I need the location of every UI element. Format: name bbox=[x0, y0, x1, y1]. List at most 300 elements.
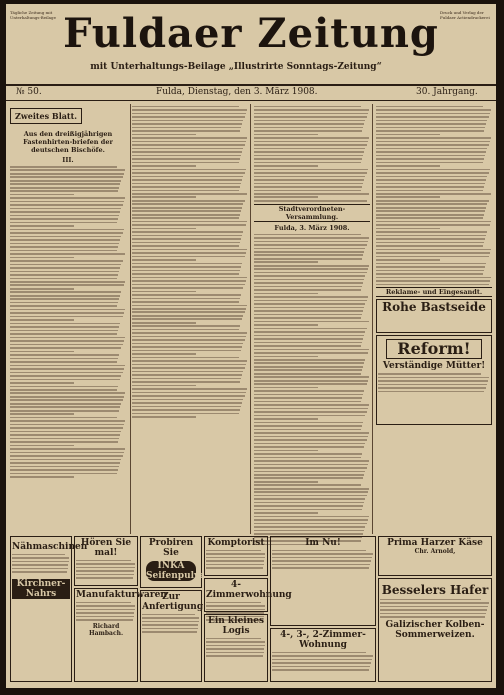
text-line bbox=[132, 169, 246, 171]
ad-bastseide: Rohe Bastseide bbox=[376, 299, 492, 333]
text-line bbox=[254, 261, 318, 263]
text-line bbox=[254, 404, 369, 406]
text-line bbox=[10, 309, 125, 311]
text-line bbox=[10, 351, 74, 353]
advertisements bbox=[10, 536, 492, 684]
text-line bbox=[10, 392, 125, 394]
text-line bbox=[76, 602, 131, 604]
text-line bbox=[12, 561, 69, 563]
text-line bbox=[376, 210, 485, 212]
text-line bbox=[376, 162, 483, 164]
article-body bbox=[376, 106, 492, 285]
text-line bbox=[376, 249, 491, 251]
text-line bbox=[206, 550, 261, 552]
text-line bbox=[272, 553, 373, 555]
text-line bbox=[142, 628, 198, 630]
article-body bbox=[132, 106, 248, 418]
text-line bbox=[10, 323, 120, 325]
text-line bbox=[272, 560, 371, 562]
text-line bbox=[10, 424, 124, 426]
text-line bbox=[10, 358, 118, 360]
ad-harzer-kaese: Prima Harzer Käse Chr. Arnold, bbox=[378, 536, 492, 576]
text-line bbox=[376, 183, 485, 185]
text-line bbox=[132, 144, 245, 146]
text-line bbox=[10, 459, 121, 461]
ad-body bbox=[378, 373, 490, 392]
text-line bbox=[132, 183, 241, 185]
column-1 bbox=[10, 104, 126, 534]
text-line bbox=[10, 368, 124, 370]
text-line bbox=[254, 373, 361, 375]
text-line bbox=[376, 127, 485, 129]
ad-wohnung: 4-Zimmerwohnung bbox=[204, 578, 268, 612]
text-line bbox=[376, 134, 440, 136]
text-line bbox=[380, 602, 489, 604]
text-line bbox=[254, 310, 363, 312]
text-line bbox=[132, 162, 239, 164]
text-line bbox=[254, 162, 361, 164]
text-line bbox=[10, 218, 118, 220]
text-line bbox=[12, 557, 69, 559]
text-line bbox=[380, 616, 485, 618]
issue-number: № 50. bbox=[16, 87, 42, 97]
text-line bbox=[10, 239, 120, 241]
text-line bbox=[376, 284, 489, 286]
text-line bbox=[132, 353, 196, 355]
text-line bbox=[272, 652, 366, 654]
article-roman: III. bbox=[62, 156, 74, 164]
text-line bbox=[76, 570, 134, 572]
text-line bbox=[376, 217, 483, 219]
text-line bbox=[206, 553, 265, 555]
text-line bbox=[10, 431, 121, 433]
text-line bbox=[132, 409, 240, 411]
text-line bbox=[376, 221, 491, 223]
text-line bbox=[132, 106, 239, 108]
text-line bbox=[254, 241, 368, 243]
text-line bbox=[254, 303, 365, 305]
ad-inka: Probiren Sie INKA Seifenpulver bbox=[140, 536, 202, 588]
text-line bbox=[254, 193, 369, 195]
text-line bbox=[132, 270, 240, 272]
text-line bbox=[206, 605, 265, 607]
text-line bbox=[132, 137, 247, 139]
text-line bbox=[10, 243, 119, 245]
ad-hafer: Besselers Hafer Galizischer Kolben-Sommerweizen. bbox=[378, 578, 492, 682]
text-line bbox=[254, 453, 362, 455]
text-line bbox=[376, 200, 489, 202]
text-line bbox=[254, 335, 364, 337]
text-line bbox=[10, 316, 123, 318]
text-line bbox=[132, 179, 242, 181]
text-line bbox=[132, 263, 242, 265]
text-line bbox=[376, 231, 487, 233]
text-line bbox=[254, 265, 369, 267]
text-line bbox=[10, 208, 121, 210]
text-line bbox=[376, 165, 440, 167]
text-line bbox=[132, 392, 246, 394]
text-line bbox=[376, 179, 486, 181]
text-line bbox=[254, 359, 365, 361]
text-line bbox=[254, 258, 362, 260]
text-line bbox=[254, 484, 361, 486]
text-line bbox=[132, 242, 240, 244]
text-line bbox=[254, 172, 367, 174]
text-line bbox=[206, 655, 263, 657]
text-line bbox=[254, 457, 361, 459]
text-line bbox=[10, 211, 120, 213]
text-line bbox=[254, 495, 367, 497]
text-line bbox=[254, 422, 363, 424]
text-line bbox=[132, 158, 240, 160]
text-line bbox=[254, 293, 318, 295]
ad-zimmer: 4-, 3-, 2-Zimmer-Wohnung bbox=[270, 628, 376, 682]
text-line bbox=[132, 224, 246, 226]
text-line bbox=[132, 113, 246, 115]
text-line bbox=[378, 377, 489, 379]
text-line bbox=[132, 249, 247, 251]
text-line bbox=[254, 237, 369, 239]
text-line bbox=[254, 296, 368, 298]
text-line bbox=[132, 127, 241, 129]
text-line bbox=[378, 373, 481, 375]
text-line bbox=[254, 401, 361, 403]
text-line bbox=[10, 305, 117, 307]
text-line bbox=[10, 253, 125, 255]
text-line bbox=[376, 280, 490, 282]
text-line bbox=[10, 260, 123, 262]
text-line bbox=[132, 367, 245, 369]
text-line bbox=[254, 474, 364, 476]
text-line bbox=[10, 406, 120, 408]
text-line bbox=[142, 617, 199, 619]
text-line bbox=[10, 267, 120, 269]
text-line bbox=[254, 349, 369, 351]
text-line bbox=[254, 411, 367, 413]
text-line bbox=[132, 374, 242, 376]
text-line bbox=[376, 277, 491, 279]
text-line bbox=[376, 228, 440, 230]
article-body bbox=[254, 106, 370, 202]
text-line bbox=[10, 295, 120, 297]
text-line bbox=[132, 252, 246, 254]
text-line bbox=[10, 264, 121, 266]
text-line bbox=[206, 609, 265, 611]
text-line bbox=[76, 567, 135, 569]
text-line bbox=[10, 288, 74, 290]
text-line bbox=[10, 466, 119, 468]
text-line bbox=[132, 148, 243, 150]
text-line bbox=[254, 113, 368, 115]
text-line bbox=[10, 236, 121, 238]
text-line bbox=[272, 659, 372, 661]
text-line bbox=[132, 210, 241, 212]
text-line bbox=[132, 196, 196, 198]
issue-meta-bar bbox=[6, 84, 496, 101]
text-line bbox=[254, 443, 365, 445]
text-line bbox=[10, 434, 120, 436]
text-line bbox=[132, 165, 196, 167]
text-line bbox=[10, 396, 124, 398]
text-line bbox=[132, 402, 242, 404]
text-line bbox=[376, 207, 486, 209]
text-line bbox=[76, 560, 131, 562]
text-line bbox=[254, 383, 367, 385]
text-line bbox=[254, 289, 361, 291]
text-line bbox=[132, 221, 247, 223]
text-line bbox=[254, 345, 361, 347]
text-line bbox=[10, 413, 74, 415]
text-line bbox=[254, 144, 367, 146]
text-line bbox=[254, 362, 364, 364]
text-line bbox=[132, 256, 245, 258]
text-line bbox=[254, 439, 367, 441]
text-line bbox=[254, 158, 362, 160]
masthead-left-note: Tägliche Zeitung mit Unterhaltungs-Beilage bbox=[10, 10, 56, 20]
text-line bbox=[254, 523, 367, 525]
reklame-heading: Reklame- und Eingesandt. bbox=[376, 287, 492, 297]
text-line bbox=[254, 328, 367, 330]
text-line bbox=[132, 378, 241, 380]
text-line bbox=[376, 259, 440, 261]
text-line bbox=[254, 183, 363, 185]
text-line bbox=[76, 605, 135, 607]
text-line bbox=[254, 446, 364, 448]
text-line bbox=[376, 155, 485, 157]
text-line bbox=[254, 356, 318, 358]
text-line bbox=[132, 231, 243, 233]
text-line bbox=[10, 166, 117, 168]
text-line bbox=[132, 280, 246, 282]
text-line bbox=[254, 120, 365, 122]
text-line bbox=[272, 567, 369, 569]
text-line bbox=[254, 190, 361, 192]
text-line bbox=[254, 432, 369, 434]
text-line bbox=[206, 564, 264, 566]
text-line bbox=[10, 399, 123, 401]
text-line bbox=[254, 425, 362, 427]
text-line bbox=[254, 116, 367, 118]
text-line bbox=[132, 273, 239, 275]
text-line bbox=[132, 332, 247, 334]
text-line bbox=[10, 194, 74, 196]
text-line bbox=[254, 390, 364, 392]
text-line bbox=[254, 488, 369, 490]
text-line bbox=[376, 113, 490, 115]
text-line bbox=[254, 130, 362, 132]
text-line bbox=[10, 190, 118, 192]
text-line bbox=[10, 232, 123, 234]
text-line bbox=[10, 222, 117, 224]
text-line bbox=[76, 577, 133, 579]
text-line bbox=[376, 196, 440, 198]
text-line bbox=[10, 176, 123, 178]
text-line bbox=[254, 352, 368, 354]
text-line bbox=[254, 300, 367, 302]
article-body bbox=[10, 166, 126, 478]
text-line bbox=[10, 441, 118, 443]
text-line bbox=[254, 165, 318, 167]
text-line bbox=[272, 550, 366, 552]
text-line bbox=[254, 307, 364, 309]
text-line bbox=[132, 120, 243, 122]
text-line bbox=[376, 106, 483, 108]
text-line bbox=[132, 406, 241, 408]
section-label: Zweites Blatt. bbox=[10, 108, 82, 124]
text-line bbox=[254, 369, 362, 371]
text-line bbox=[254, 429, 361, 431]
text-line bbox=[380, 613, 486, 615]
ad-naehmaschinen: Nähmaschinen Kirchner-Nahrs bbox=[10, 536, 72, 682]
text-line bbox=[254, 148, 365, 150]
text-line bbox=[10, 246, 118, 248]
masthead bbox=[6, 4, 496, 88]
text-line bbox=[10, 462, 120, 464]
ad-komptorist: Komptorist bbox=[204, 536, 268, 576]
text-line bbox=[132, 339, 245, 341]
text-line bbox=[254, 498, 365, 500]
text-line bbox=[254, 200, 367, 202]
text-line bbox=[132, 360, 247, 362]
text-line bbox=[376, 193, 491, 195]
text-line bbox=[12, 568, 68, 570]
text-line bbox=[10, 403, 121, 405]
text-line bbox=[10, 417, 117, 419]
text-line bbox=[376, 242, 484, 244]
text-line bbox=[254, 134, 318, 136]
text-line bbox=[10, 291, 121, 293]
text-line bbox=[206, 567, 263, 569]
text-line bbox=[132, 336, 246, 338]
text-line bbox=[254, 481, 318, 483]
text-line bbox=[132, 155, 241, 157]
text-line bbox=[254, 234, 361, 236]
text-line bbox=[132, 346, 242, 348]
text-line bbox=[10, 386, 118, 388]
text-line bbox=[132, 151, 242, 153]
text-line bbox=[378, 391, 484, 393]
text-line bbox=[376, 256, 489, 258]
text-line bbox=[76, 574, 134, 576]
text-line bbox=[10, 180, 121, 182]
text-line bbox=[10, 375, 121, 377]
text-line bbox=[254, 342, 362, 344]
text-line bbox=[10, 455, 123, 457]
text-line bbox=[10, 347, 121, 349]
text-line bbox=[10, 469, 118, 471]
masthead-right-note: Druck und Verlag der Fuldaer Actiendruckerei bbox=[440, 10, 490, 20]
text-line bbox=[10, 333, 117, 335]
text-line bbox=[10, 204, 123, 206]
text-line bbox=[254, 141, 368, 143]
text-line bbox=[254, 324, 318, 326]
text-line bbox=[376, 109, 491, 111]
text-line bbox=[376, 120, 487, 122]
text-line bbox=[272, 662, 371, 664]
text-line bbox=[272, 666, 370, 668]
text-line bbox=[12, 564, 68, 566]
text-line bbox=[132, 235, 242, 237]
newspaper-page bbox=[6, 4, 496, 688]
text-line bbox=[376, 151, 486, 153]
text-line bbox=[10, 250, 117, 252]
text-line bbox=[254, 415, 365, 417]
text-line bbox=[10, 183, 120, 185]
text-line bbox=[132, 172, 245, 174]
text-line bbox=[142, 614, 195, 616]
text-line bbox=[10, 365, 125, 367]
issue-date: Fulda, Dienstag, den 3. März 1908. bbox=[156, 87, 318, 97]
column-3 bbox=[254, 104, 370, 534]
text-line bbox=[10, 445, 74, 447]
text-line bbox=[254, 526, 365, 528]
text-line bbox=[132, 301, 239, 303]
text-line bbox=[254, 519, 368, 521]
text-line bbox=[132, 305, 247, 307]
text-line bbox=[206, 645, 265, 647]
text-line bbox=[376, 148, 487, 150]
text-line bbox=[376, 266, 485, 268]
text-line bbox=[254, 127, 363, 129]
ad-reform: Reform! Verständige Mütter! bbox=[376, 335, 492, 425]
text-line bbox=[376, 172, 489, 174]
text-line bbox=[132, 308, 246, 310]
text-line bbox=[254, 151, 364, 153]
text-line bbox=[254, 530, 364, 532]
text-line bbox=[10, 476, 74, 478]
text-line bbox=[254, 282, 363, 284]
text-line bbox=[254, 467, 367, 469]
text-line bbox=[132, 186, 240, 188]
text-line bbox=[376, 158, 484, 160]
text-line bbox=[10, 382, 74, 384]
text-line bbox=[254, 502, 364, 504]
text-line bbox=[254, 408, 368, 410]
text-line bbox=[12, 571, 67, 573]
text-line bbox=[254, 244, 367, 246]
text-line bbox=[10, 438, 119, 440]
ad-im-nu: Im Nu! bbox=[270, 536, 376, 626]
text-line bbox=[254, 477, 363, 479]
text-line bbox=[206, 638, 261, 640]
text-line bbox=[376, 116, 489, 118]
text-line bbox=[378, 387, 486, 389]
text-line bbox=[376, 176, 487, 178]
text-line bbox=[378, 384, 487, 386]
text-line bbox=[10, 372, 123, 374]
text-line bbox=[132, 193, 247, 195]
text-line bbox=[254, 254, 363, 256]
text-line bbox=[254, 272, 367, 274]
text-line bbox=[132, 318, 242, 320]
text-line bbox=[132, 123, 242, 125]
text-line bbox=[10, 229, 124, 231]
text-line bbox=[132, 291, 196, 293]
text-line bbox=[254, 248, 365, 250]
text-line bbox=[132, 357, 239, 359]
text-line bbox=[254, 314, 362, 316]
text-line bbox=[206, 560, 264, 562]
text-line bbox=[132, 284, 245, 286]
text-line bbox=[10, 284, 124, 286]
text-line bbox=[10, 389, 117, 391]
text-line bbox=[376, 123, 486, 125]
text-line bbox=[380, 609, 487, 611]
text-line bbox=[132, 416, 196, 418]
text-line bbox=[10, 344, 123, 346]
text-line bbox=[132, 130, 240, 132]
text-line bbox=[254, 317, 361, 319]
